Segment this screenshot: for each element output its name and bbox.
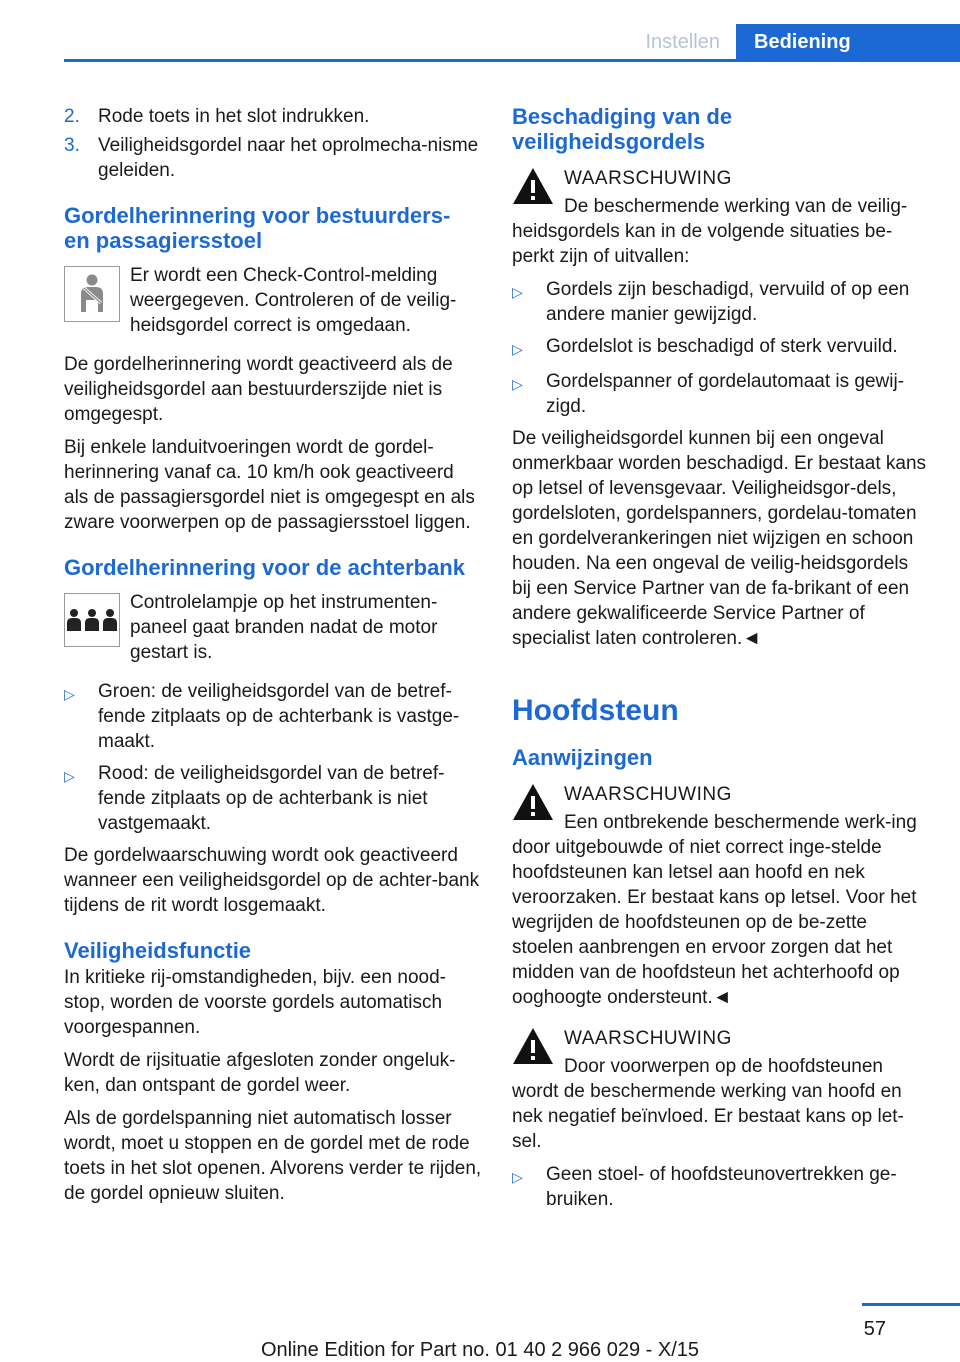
section-heading-rear-belt-reminder: Gordelherinnering voor de achterbank	[64, 555, 465, 580]
list-item: ▷ Groen: de veiligheidsgordel van de betref-fende zitplaats op de achterbank is vastge-maakt.	[64, 681, 460, 752]
warning-title: WAARSCHUWING	[564, 784, 732, 805]
belt-damage-bullets	[512, 277, 928, 419]
rear-belt-intro: Controlelampje op het instrumenten-paneel gaat branden nadat de motor gestart is.	[130, 592, 438, 663]
section-heading-belt-damage: Beschadiging van de veiligheidsgordels	[512, 104, 733, 154]
paragraph: Bij enkele landuitvoeringen wordt de gordel-herinnering vanaf ca. 10 km/h ook geactiveerd als de passagiersgordel niet is omgegespt en als zware voorwerpen op de passagiersstoel liggen.	[64, 437, 475, 533]
rear-seat-occupants-icon	[64, 593, 120, 647]
warning-block	[512, 164, 928, 269]
warning-text: Door voorwerpen op de hoofdsteunen wordt de beschermende werking van hoofd en nek negatief beïnvloed. Er bestaat kans op let-sel.	[512, 1056, 904, 1152]
paragraph: Wordt de rijsituatie afgesloten zonder ongeluk-ken, dan ontspant de gordel weer.	[64, 1050, 456, 1096]
paragraph: Als de gordelspanning niet automatisch losser wordt, moet u stoppen en de gordel met de rode toets in het slot openen. Alvorens verder te rijden, de gordel opnieuw sluiten.	[64, 1108, 482, 1204]
warning-text: Een ontbrekende beschermende werk-ing door uitgebouwde of niet correct inge-stelde hoofdsteunen kan letsel aan hoofd en nek veroorzaken. Er bestaat kans op letsel. Voor het wegrijden de hoofdsteunen op de be-zette stoelen aanbrengen en ervoor zorgen dat het midden van de hoofdsteun het achterhoofd op ooghoogte ondersteunt.◄	[512, 812, 917, 1008]
warning-icon	[512, 782, 554, 822]
list-item: ▷ Gordelslot is beschadigd of sterk vervuild.	[512, 334, 928, 362]
warning-title: WAARSCHUWING	[564, 1028, 732, 1049]
triangle-bullet-icon: ▷	[512, 1169, 523, 1185]
section-heading-front-belt-reminder: Gordelherinnering voor bestuurders- en passagiersstoel	[64, 203, 451, 253]
front-belt-intro: Er wordt een Check-Control-melding weergegeven. Controleren of de veilig-heidsgordel correct is omgedaan.	[130, 265, 457, 336]
triangle-bullet-icon: ▷	[512, 376, 523, 392]
seatbelt-indicator-icon	[64, 266, 120, 322]
warning-icon	[512, 1026, 554, 1066]
page-header	[64, 24, 960, 62]
paragraph: De veiligheidsgordel kunnen bij een ongeval onmerkbaar worden beschadigd. Er bestaat kans op letsel of levensgevaar. Veiligheidsgor-dels, gordelsloten, gordelspanners, gordelau-tomaten en gordelverankeringen niet wijzigen en schoon houden. Na een ongeval de veilig-heidsgordels bij een Service Partner van de fa-brikant of een andere gekwalificeerde Service Partner of specialist laten controleren.◄	[512, 428, 927, 649]
triangle-bullet-icon: ▷	[64, 768, 75, 784]
chapter-title: Hoofdsteun	[512, 694, 679, 727]
step-list	[64, 104, 482, 183]
rear-belt-bullets	[64, 679, 482, 836]
rear-belt-icon-block	[64, 590, 482, 665]
left-column	[64, 104, 482, 1214]
list-item: 2. Rode toets in het slot indrukken.	[64, 106, 370, 127]
edition-line: Online Edition for Part no. 01 40 2 966 029 - X/15	[260, 1339, 700, 1361]
section-heading-notes: Aanwijzingen	[512, 745, 653, 770]
warning-title: WAARSCHUWING	[564, 168, 732, 189]
tab-bediening[interactable]: Bediening	[736, 24, 960, 59]
list-item: ▷ Geen stoel- of hoofdsteunovertrekken ge-bruiken.	[512, 1164, 897, 1210]
footer-rule	[862, 1303, 960, 1306]
triangle-bullet-icon: ▷	[512, 341, 523, 357]
paragraph: De gordelwaarschuwing wordt ook geactiveerd wanneer een veiligheidsgordel op de achter-bank tijdens de rit wordt losgemaakt.	[64, 845, 480, 916]
triangle-bullet-icon: ▷	[64, 686, 75, 702]
page-number: 57	[863, 1318, 886, 1340]
list-item: ▷ Rood: de veiligheidsgordel van de betref-fende zitplaats op de achterbank is niet vastgemaakt.	[64, 763, 445, 834]
warning-text: De beschermende werking van de veilig-heidsgordels kan in de volgende situaties be-perkt zijn of uitvallen:	[512, 196, 908, 267]
warning-block	[512, 1024, 928, 1154]
list-item: ▷ Gordelspanner of gordelautomaat is gewij-zigd.	[512, 371, 905, 417]
right-column	[512, 104, 928, 1219]
triangle-bullet-icon: ▷	[512, 284, 523, 300]
headrest-bullets	[512, 1162, 928, 1212]
paragraph: De gordelherinnering wordt geactiveerd als de veiligheidsgordel aan bestuurderszijde niet is omgegespt.	[64, 354, 453, 425]
list-item: 3. Veiligheidsgordel naar het oprolmecha-nisme geleiden.	[64, 135, 479, 181]
tab-instellen[interactable]: Instellen	[645, 31, 720, 53]
warning-block	[512, 780, 928, 1010]
warning-icon	[512, 166, 554, 206]
list-item: ▷ Gordels zijn beschadigd, vervuild of op een andere manier gewijzigd.	[512, 279, 910, 325]
front-belt-icon-block	[64, 263, 482, 338]
paragraph: In kritieke rij-omstandigheden, bijv. een nood-stop, worden de voorste gordels automatisch voorgespannen.	[64, 967, 446, 1038]
section-heading-safety-function: Veiligheidsfunctie	[64, 938, 252, 963]
